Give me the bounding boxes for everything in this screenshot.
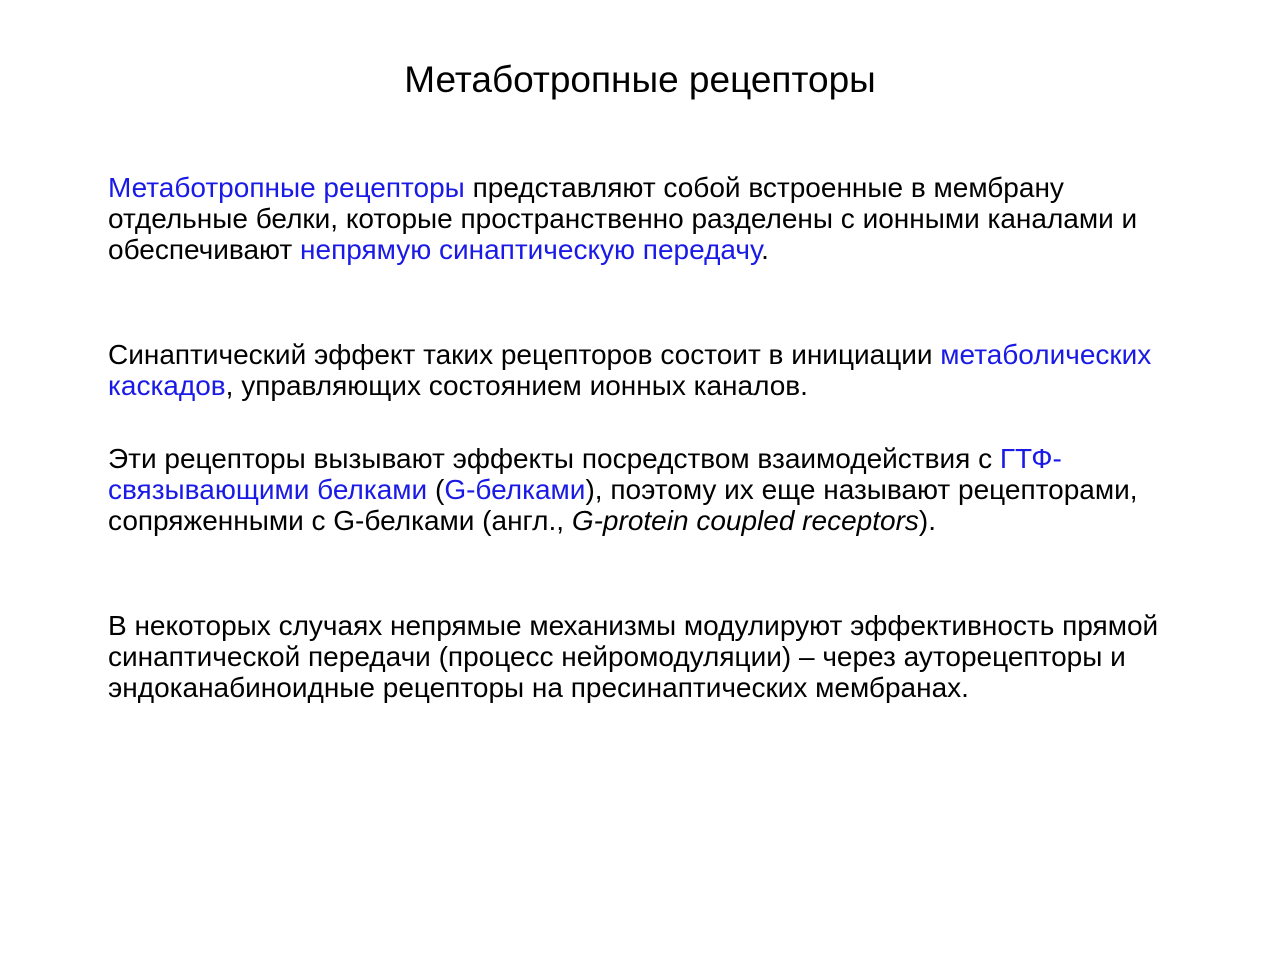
paragraph-synaptic-effect	[108, 339, 1188, 401]
paragraph-text: Синаптический эффект таких рецепторов состоит в инициации	[108, 339, 941, 370]
term-gtp-binding-proteins: ГТФ-связывающими белками	[108, 443, 1062, 505]
term-g-proteins: G-белками	[444, 474, 586, 505]
paragraph-text: В некоторых случаях непрямые механизмы модулируют эффективность прямой синаптической передачи (процесс нейромодуляции) – через ауторецепторы и эндоканабиноидные рецепторы на пресинаптических мембранах.	[108, 610, 1159, 703]
term-gpcr-english: G-protein coupled receptors	[571, 505, 919, 536]
term-metabotropic-receptors: Метаботропные рецепторы	[108, 172, 465, 203]
paragraph-neuromodulation	[108, 610, 1188, 703]
paragraph-text: (	[427, 474, 445, 505]
paragraph-text: .	[761, 234, 769, 265]
paragraph-text: представляют собой встроенные в мембрану отдельные белки, которые пространственно разделены с ионными каналами и обеспечивают	[108, 172, 1138, 265]
paragraph-text: Эти рецепторы вызывают эффекты посредством взаимодействия с	[108, 443, 1000, 474]
paragraph-g-proteins	[108, 443, 1188, 536]
paragraph-definition	[108, 172, 1188, 265]
slide-title: Метаботропные рецепторы	[404, 59, 876, 100]
term-indirect-transmission: непрямую синаптическую передачу	[300, 234, 762, 265]
term-metabolic-cascades: метаболических каскадов	[108, 339, 1152, 401]
paragraph-text: , управляющих состоянием ионных каналов.	[225, 370, 808, 401]
paragraph-text: ).	[918, 505, 937, 536]
paragraph-text: ), поэтому их еще называют рецепторами, сопряженными с G-белками (англ.,	[108, 474, 1138, 536]
